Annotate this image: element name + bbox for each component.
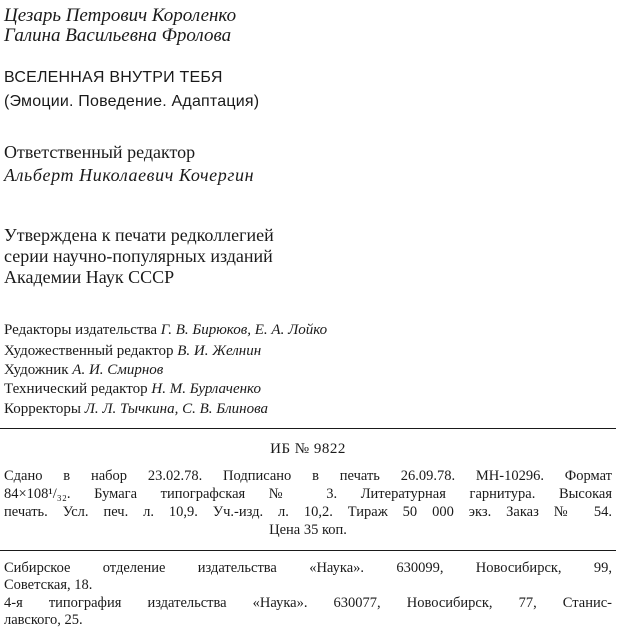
- publisher-line-2: Советская, 18.: [4, 577, 93, 593]
- divider: [0, 428, 616, 429]
- responsible-editor-name: Альберт Николаевич Кочергин: [4, 165, 255, 185]
- responsible-editor-label: Ответственный редактор: [4, 142, 196, 162]
- publisher-line-1: Сибирское отделение издательства «Наука». 630099, Новосибирск, 99,: [4, 560, 612, 576]
- divider: [0, 550, 616, 551]
- printing-info-line-1: Сдано в набор 23.02.78. Подписано в печать 26.09.78. МН-10296. Формат: [4, 468, 612, 484]
- author-2: Галина Васильевна Фролова: [4, 25, 232, 46]
- staff-names: В. И. Желнин: [177, 343, 262, 359]
- approval-line-1: Утверждена к печати редколлегией: [4, 225, 274, 245]
- printing-info-line-2: 84×108¹/₃₂. Бумага типографская № 3. Литературная гарнитура. Высокая: [4, 486, 612, 502]
- approval-line-2: серии научно-популярных изданий: [4, 246, 273, 266]
- author-1: Цезарь Петрович Короленко: [4, 5, 237, 26]
- staff-role: Редакторы издательства: [4, 322, 158, 338]
- staff-row: [4, 323, 327, 338]
- staff-role: Технический редактор: [4, 381, 148, 397]
- staff-names: А. И. Смирнов: [72, 362, 164, 378]
- staff-row: [4, 382, 261, 397]
- staff-row: [4, 344, 261, 359]
- staff-role: Корректоры: [4, 401, 81, 417]
- staff-row: [4, 363, 163, 378]
- staff-role: Художник: [4, 362, 69, 378]
- printer-line-2: лавского, 25.: [4, 612, 83, 628]
- book-subtitle: (Эмоции. Поведение. Адаптация): [4, 93, 260, 110]
- printer-line-1: 4-я типография издательства «Наука». 630077, Новосибирск, 77, Станис-: [4, 595, 612, 611]
- staff-role: Художественный редактор: [4, 343, 174, 359]
- approval-line-3: Академии Наук СССР: [4, 267, 175, 287]
- price: Цена 35 коп.: [269, 522, 347, 538]
- staff-row: [4, 402, 268, 417]
- staff-names: Н. М. Бурлаченко: [151, 381, 261, 397]
- printing-info-line-3: печать. Усл. печ. л. 10,9. Уч.-изд. л. 10,2. Тираж 50 000 экз. Заказ № 54.: [4, 504, 612, 520]
- staff-names: Г. В. Бирюков, Е. А. Лойко: [160, 322, 328, 338]
- staff-names: Л. Л. Тычкина, С. В. Блинова: [84, 401, 268, 417]
- ib-number: ИБ № 9822: [270, 441, 346, 457]
- book-title: ВСЕЛЕННАЯ ВНУТРИ ТЕБЯ: [4, 69, 223, 86]
